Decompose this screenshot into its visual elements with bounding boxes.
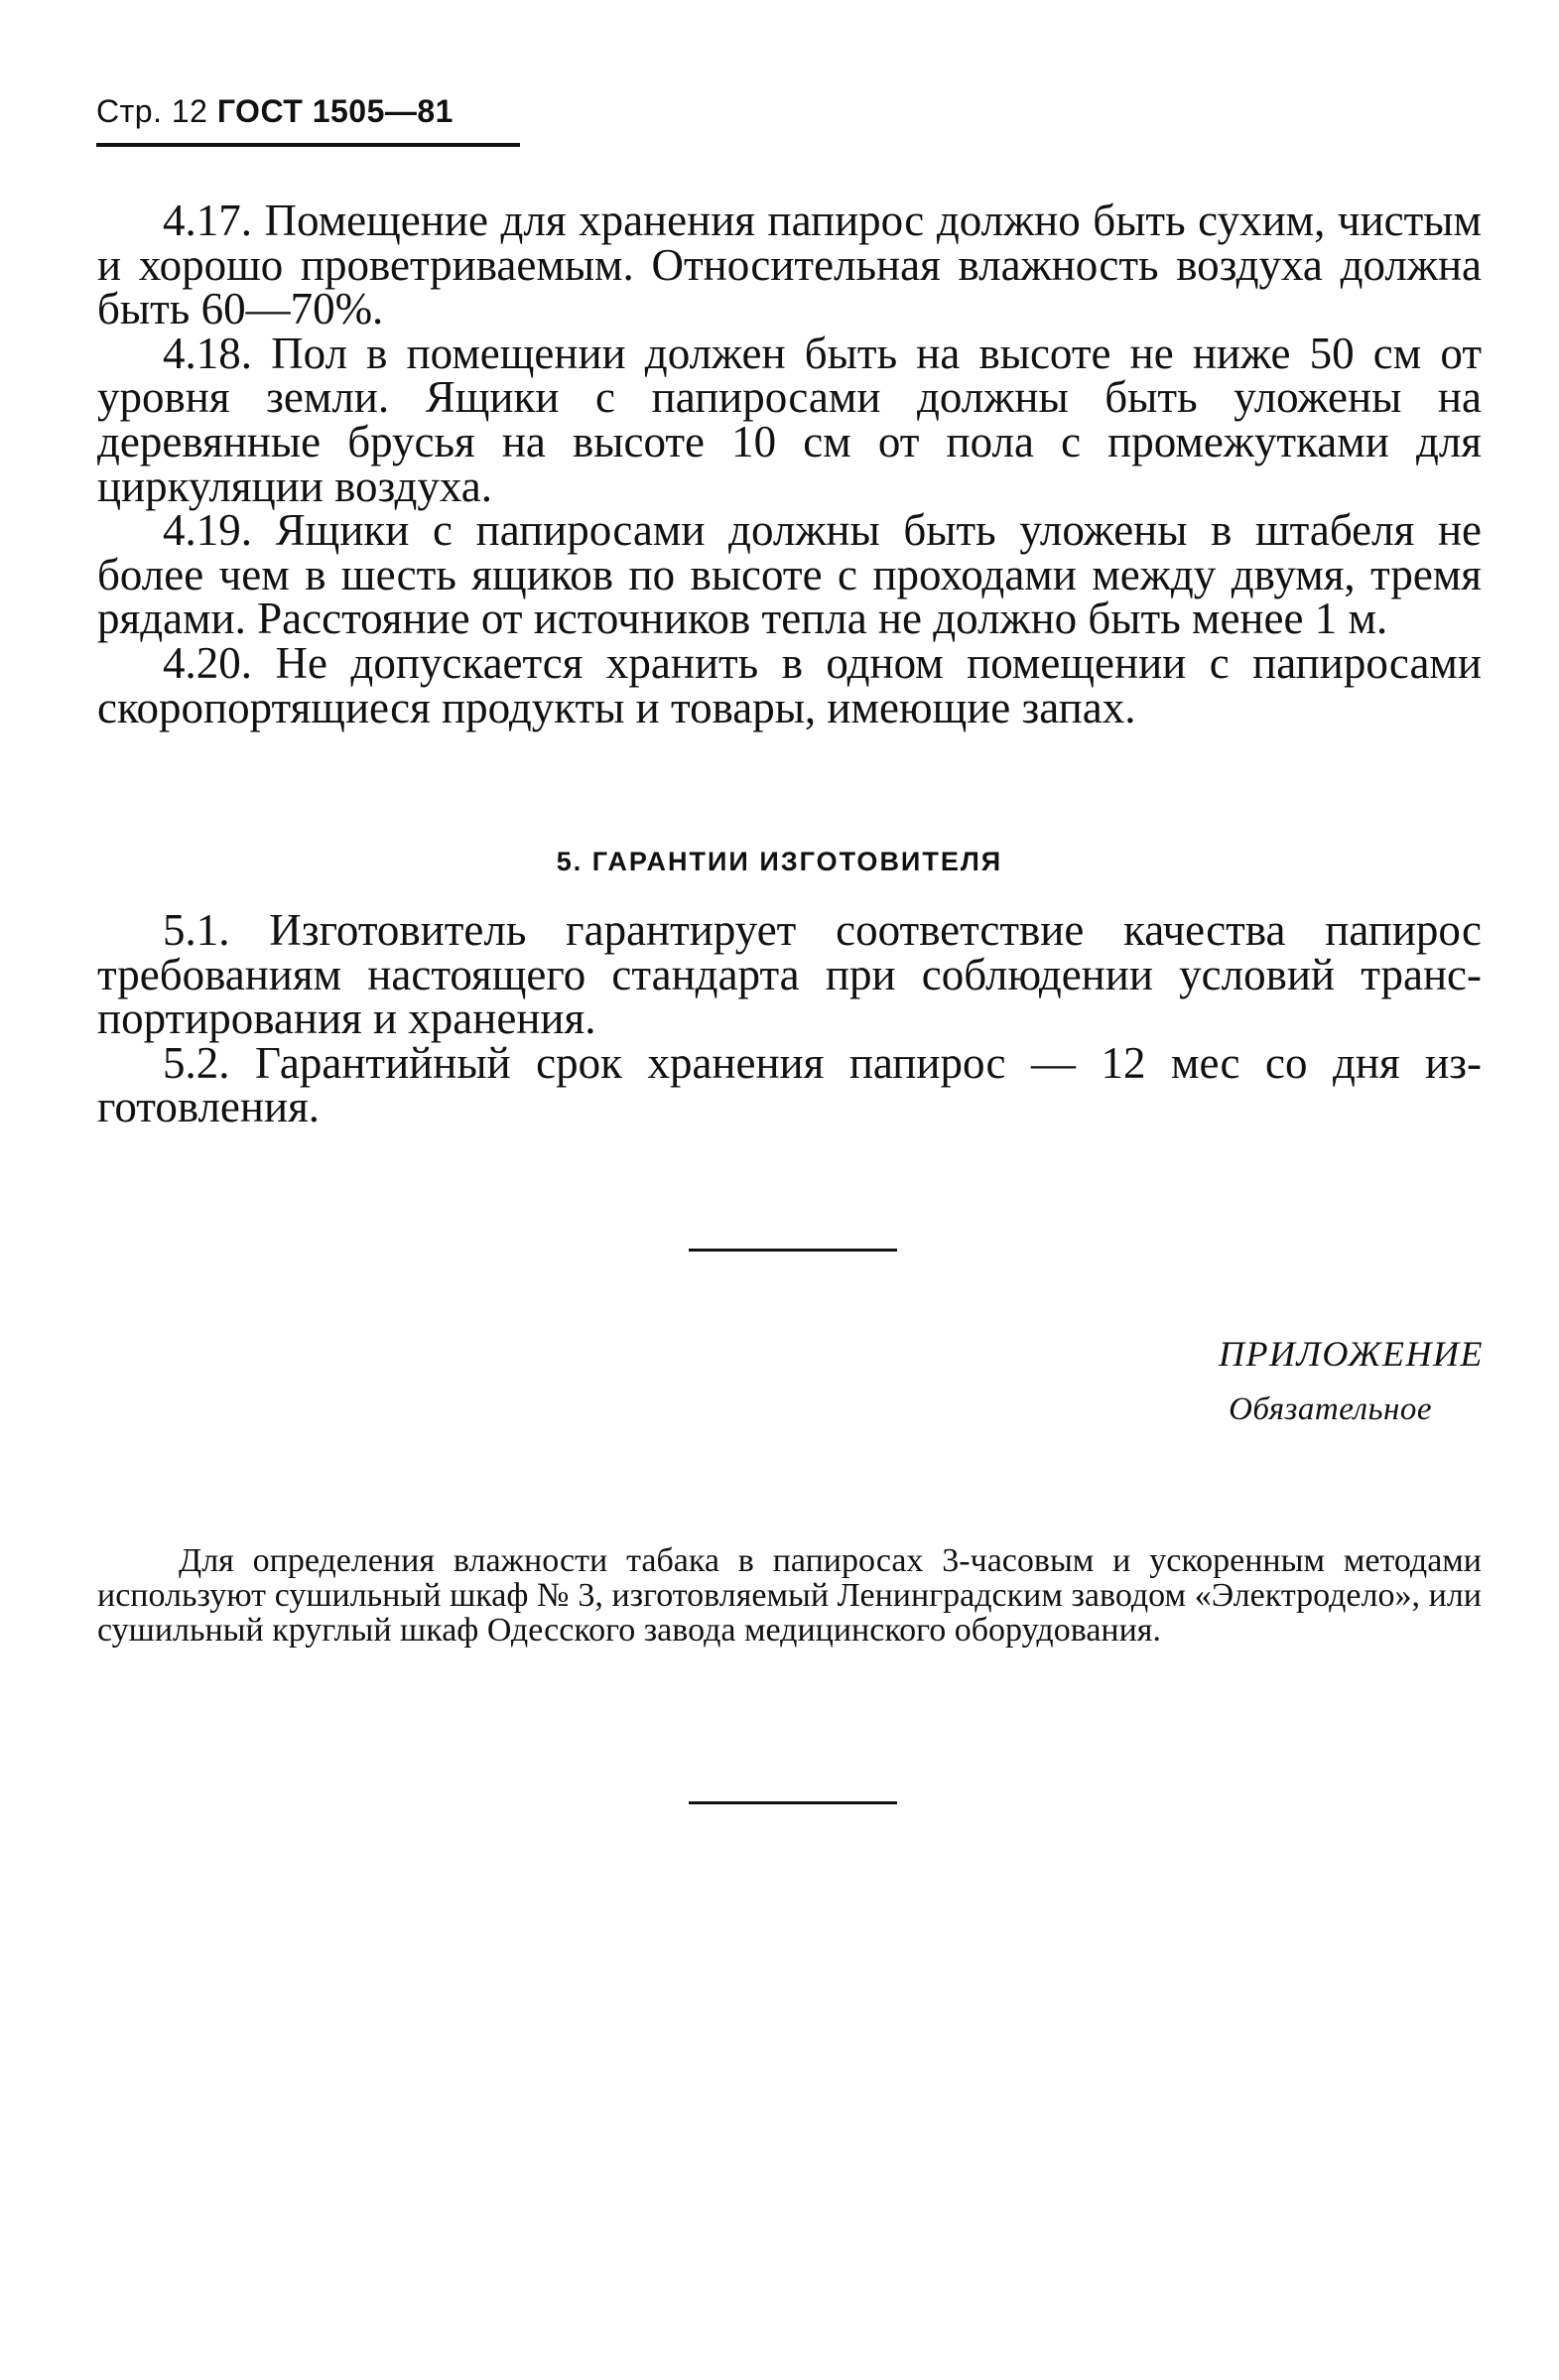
appendix-title: ПРИЛОЖЕНИЕ [1219,1334,1484,1374]
paragraph-4-18: 4.18. Пол в помещении должен быть на высоте не ниже 50 см от уровня земли. Ящики с папиросами должны быть уложены на деревянные брусья на высоте 10 см от пола с промежутками для циркуляции воздуха. [97,328,1482,511]
header-rule [96,143,520,147]
appendix-subtitle: Обязательное [1229,1391,1432,1427]
section-heading-guarantees: 5. ГАРАНТИИ ИЗГОТОВИТЕЛЯ [556,847,1003,876]
guarantees-section [97,905,1482,1132]
paragraph-5-2: 5.2. Гарантийный срок хранения папирос — 12 мес со дня изготовления. [97,1037,1482,1132]
standard-number: ГОСТ 1505—81 [216,93,454,129]
paragraph-4-17: 4.17. Помещение для хранения папирос должно быть сухим, чистым и хорошо проветриваемым. Относительная влажность воздуха должна быть 60—70%. [97,196,1482,334]
paragraph-4-20: 4.20. Не допускается хранить в одном помещении с папиросами скоропортящиеся продукты и товары, имеющие запах. [97,637,1482,732]
paragraph-5-1: 5.1. Изготовитель гарантирует соответствие качества папирос требованиям настоящего стандарта при соблюдении условий транспортирования и хранения. [97,905,1482,1044]
page-number: Стр. 12 [96,93,208,129]
storage-section [97,196,1482,732]
paragraph-4-19: 4.19. Ящики с папиросами должны быть уложены в штабеля не более чем в шесть ящиков по высоте с проходами между двумя, тремя рядами. Расстояние от источников тепла не должно быть менее 1 м. [97,505,1482,644]
appendix-text: Для определения влажности табака в папиросах 3-часовым и ускоренным методами используют сушильный шкаф № 3, изготовляемый Ленинградским заводом «Электродело», или сушильный круглый шкаф Одесского завода медицинского оборудования. [97,1542,1482,1649]
end-divider [689,1801,897,1804]
section-divider [689,1249,897,1252]
page-header [96,93,454,130]
